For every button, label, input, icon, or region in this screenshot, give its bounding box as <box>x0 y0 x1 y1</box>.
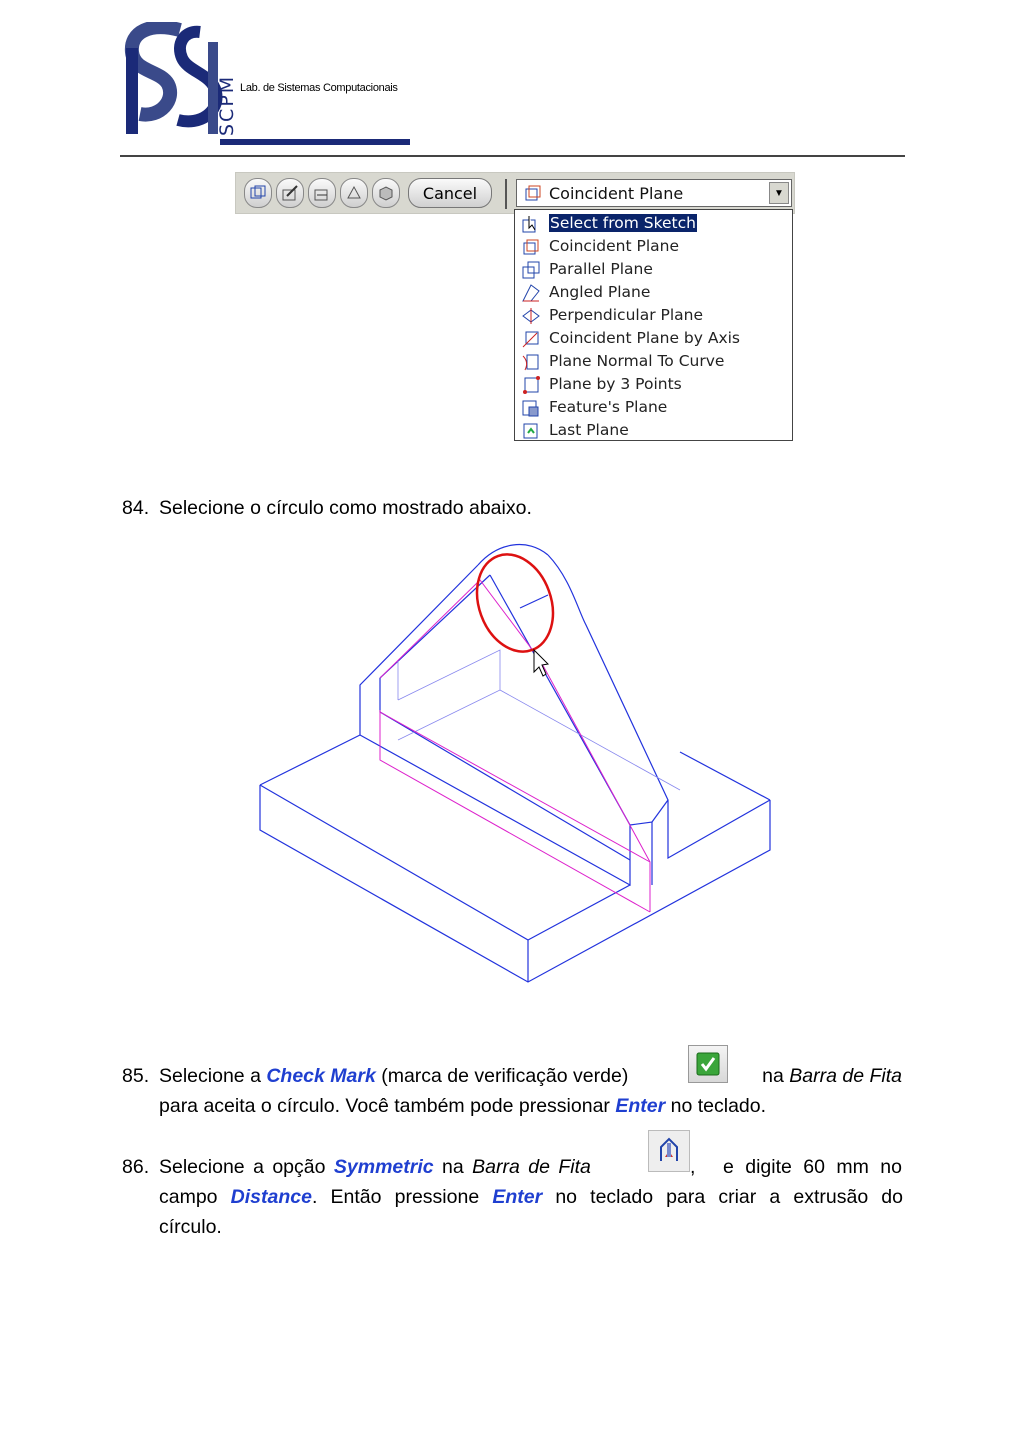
coincident-plane-icon <box>523 183 543 203</box>
dropdown-item[interactable]: Coincident Plane <box>515 235 792 258</box>
plane-normal-curve-icon <box>521 352 541 372</box>
check-mark-button[interactable] <box>688 1045 728 1083</box>
selected-circle[interactable] <box>464 544 566 663</box>
logo-scpm-text: SCPM <box>216 74 238 136</box>
symmetric-button[interactable] <box>648 1130 690 1172</box>
step-85: 85. Selecione a Check Mark (marca de verificação verde) na Barra de Fita para aceita o círculo. Você também pode pressionar Enter no teclado. <box>122 1061 904 1121</box>
extent-button[interactable] <box>308 178 336 208</box>
dropdown-item[interactable]: Parallel Plane <box>515 258 792 281</box>
dropdown-item[interactable]: Plane Normal To Curve <box>515 350 792 373</box>
dropdown-item[interactable]: Plane by 3 Points <box>515 373 792 396</box>
lab-name: Lab. de Sistemas Computacionais <box>240 82 398 94</box>
header-rule <box>120 155 905 157</box>
wireframe-model <box>255 538 775 988</box>
finish-button[interactable] <box>372 178 400 208</box>
coincident-plane-axis-icon <box>521 329 541 349</box>
angled-plane-icon <box>521 283 541 303</box>
dropdown-item[interactable]: Angled Plane <box>515 281 792 304</box>
plane-3-points-icon <box>521 375 541 395</box>
dropdown-item[interactable]: Coincident Plane by Axis <box>515 327 792 350</box>
dropdown-item[interactable]: Last Plane <box>515 419 792 442</box>
perpendicular-plane-icon <box>521 306 541 326</box>
dropdown-item[interactable]: Perpendicular Plane <box>515 304 792 327</box>
dropdown-item[interactable]: Select from Sketch <box>515 212 792 235</box>
last-plane-icon <box>521 421 541 441</box>
ribbon-toolbar <box>235 172 795 214</box>
symmetric-extent-icon <box>653 1135 685 1167</box>
cursor-icon <box>534 650 548 676</box>
toolbar-separator <box>505 179 507 209</box>
check-mark-icon <box>696 1052 720 1076</box>
pencil-icon <box>281 184 299 202</box>
select-from-sketch-button[interactable] <box>244 178 272 208</box>
coincident-plane-icon <box>521 237 541 257</box>
features-plane-icon <box>521 398 541 418</box>
select-from-sketch-icon <box>521 214 541 234</box>
plane-options-value: Coincident Plane <box>549 184 684 203</box>
model-drawing <box>255 538 775 988</box>
extent-icon <box>313 184 331 202</box>
parallel-plane-icon <box>521 260 541 280</box>
treatment-button[interactable] <box>340 178 368 208</box>
plane-icon <box>249 184 267 202</box>
dropdown-item[interactable]: Feature's Plane <box>515 396 792 419</box>
treatment-icon <box>345 184 363 202</box>
logo-underline <box>220 139 410 145</box>
plane-options-select[interactable] <box>516 179 792 207</box>
solid-icon <box>377 184 395 202</box>
cancel-button[interactable]: Cancel <box>408 178 492 208</box>
chevron-down-icon[interactable]: ▼ <box>769 182 789 204</box>
plane-options-dropdown <box>514 209 793 441</box>
step-86: 86. Selecione a opção Symmetric na Barra de Fita , e digite 60 mm no campo Distance. Então pressione Enter no teclado para criar a extrusão do círculo. <box>122 1152 904 1242</box>
edit-profile-button[interactable] <box>276 178 304 208</box>
